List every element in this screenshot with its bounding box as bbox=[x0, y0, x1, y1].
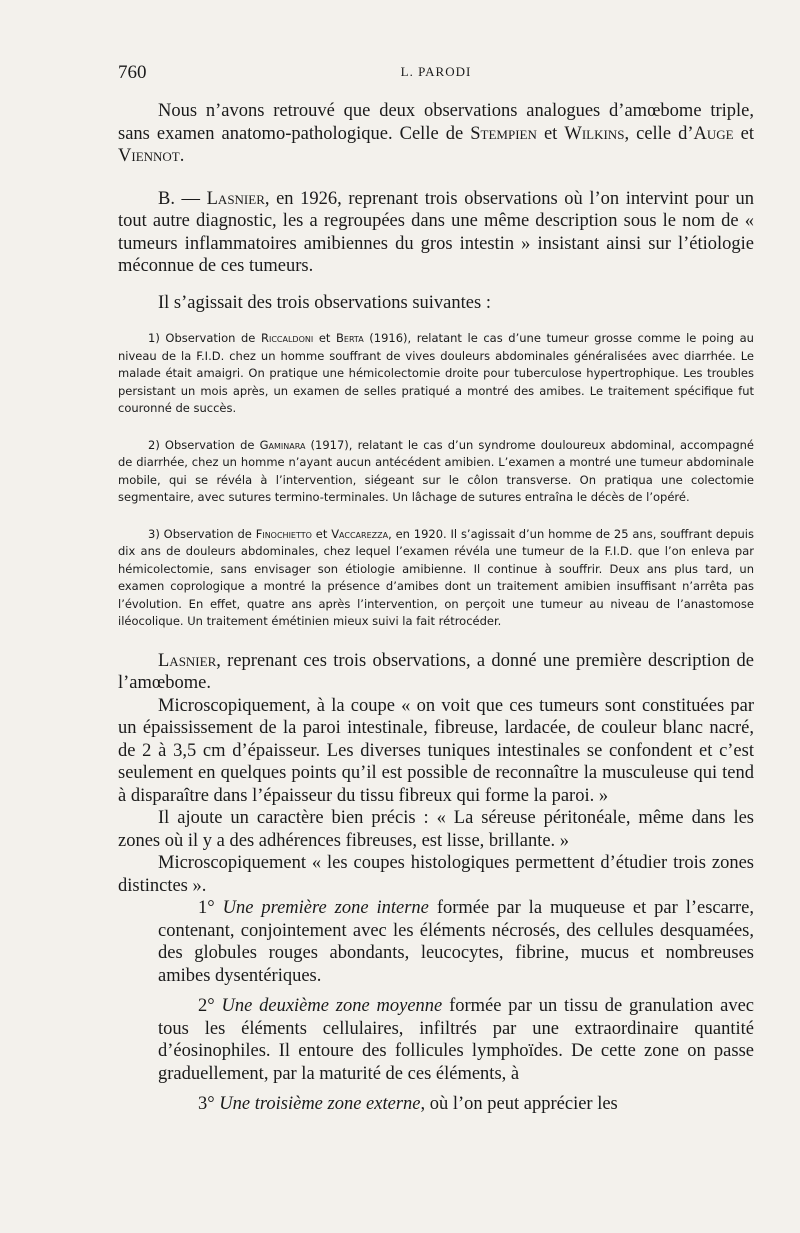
paragraph-lasnier-description: Lasnier, reprenant ces trois observations, a donné une première description de l’amœbome. bbox=[118, 650, 754, 693]
author-name: Viennot bbox=[118, 146, 180, 166]
author-name: Wilkins bbox=[564, 123, 625, 144]
author-name: Riccaldoni bbox=[260, 331, 314, 345]
author-name: Finochietto bbox=[255, 526, 312, 541]
author-name: Gaminara bbox=[259, 437, 306, 452]
observation-note-3: 3) Observation de Finochietto et Vaccarezza, en 1920. Il s’agissait d’un homme de 25 ans, souffrant depuis dix ans de douleurs abdominales, chez lequel l’examen révéla une tumeur de la F.I.D. que l’on enleva par hémicolectomie, sans envisager son étiologie amibienne. Il continue à souffrir. Deux ans plus tard, un examen coprologique a montré la présence d’amibes dont un traitement amibien insuffisant n’arrêta pas l’évolution. En effet, quatre ans après l’intervention, on perçoit une tumeur au niveau de l’anastomose iléocolique. Un traitement émétinien mieux suivi la fait rétrocéder. bbox=[118, 526, 754, 628]
zone-item-1: 1° Une première zone interne formée par la muqueuse et par l’escarre, contenant, conjointement avec les éléments nécrosés, des cellules desquamées, des globules rouges abondants, leucocytes, fibrine, mucus et nombreuses amibes dysentériques. bbox=[158, 898, 755, 986]
author-name: Auge bbox=[693, 123, 734, 144]
observation-note-1: 1) Observation de Riccaldoni et Berta (1916), relatant le cas d’une tumeur grosse comme le poing au niveau de la F.I.D. chez un homme souffrant de vives douleurs abdominales généralisées avec diarrhée. Le malade était amaigri. On pratique une hémicolectomie droite pour tuberculose hypertrophique. Les troubles persistant un mois après, un examen de selles pratiqué a montré des amibes. Le traitement spécifique fut couronné de succès. bbox=[118, 331, 754, 415]
paragraph-microscopic-cut: Microscopiquement, à la coupe « on voit que ces tumeurs sont constituées par un épaississement de la paroi intestinale, fibreuse, lardacée, de couleur blanc nacré, de 2 à 3,5 cm d’épaisseur. Les diverses tuniques intestinales se confondent et c’est seulement en quelques points qu’il est possible de reconnaître la musculeuse qui tend à disparaître dans l’épaisseur du tissu fibreux qui forme la paroi. » bbox=[118, 695, 754, 806]
paragraph-lasnier-1926: B. — Lasnier, en 1926, reprenant trois observations où l’on intervint pour un tout autre diagnostic, les a regroupées dans une même description sous le nom de « tumeurs inflammatoires amibiennes du gros intestin » insistant ainsi sur l’étiologie méconnue de ces tumeurs. bbox=[118, 188, 754, 276]
zones-list bbox=[118, 897, 754, 1116]
author-name: Lasnier bbox=[158, 650, 217, 671]
paragraph-serous-membrane: Il ajoute un caractère bien précis : « La séreuse péritonéale, même dans les zones où il y a des adhérences fibreuses, est lisse, brillante. » bbox=[118, 808, 754, 851]
zone-item-2: 2° Une deuxième zone moyenne formée par un tissu de granulation avec tous les éléments cellulaires, infiltrés par une extraordinaire quantité d’éosinophiles. Il entoure des follicules lymphoïdes. De cette zone on passe graduellement, par la maturité de ces éléments, à bbox=[158, 996, 754, 1084]
observation-note-2: 2) Observation de Gaminara (1917), relatant le cas d’un syndrome douloureux abdominal, accompagné de diarrhée, chez un homme n’ayant aucun antécédent amibien. L’examen a montré une tumeur abdominale mobile, qui se révéla à l’intervention, siégeant sur le côlon transverse. On pratiqua une colectomie segmentaire, avec sutures termino-terminales. Un lâchage de sutures entraîna le décès de l’opéré. bbox=[118, 437, 754, 504]
page-header bbox=[118, 62, 754, 88]
paragraph-three-observations: Il s’agissait des trois observations suivantes : bbox=[158, 292, 491, 313]
author-name: Vaccarezza bbox=[331, 526, 389, 541]
page-number: 760 bbox=[118, 62, 147, 83]
author-name: Berta bbox=[336, 331, 364, 345]
zone-item-3: 3° Une troisième zone externe, où l’on peut apprécier les bbox=[198, 1094, 618, 1114]
running-head: L. PARODI bbox=[400, 64, 472, 79]
paragraph-amoebome-triple: Nous n’avons retrouvé que deux observations analogues d’amœbome triple, sans examen anatomo-pathologique. Celle de Stempien et Wilkins, celle d’Auge et Viennot. bbox=[118, 101, 755, 166]
author-name: Stempien bbox=[470, 123, 537, 144]
page-content bbox=[118, 100, 754, 1116]
paragraph-histology-intro: Microscopiquement « les coupes histologiques permettent d’étudier trois zones distinctes ». bbox=[118, 853, 754, 896]
author-name: Lasnier bbox=[206, 188, 265, 209]
observation-notes bbox=[118, 330, 754, 631]
